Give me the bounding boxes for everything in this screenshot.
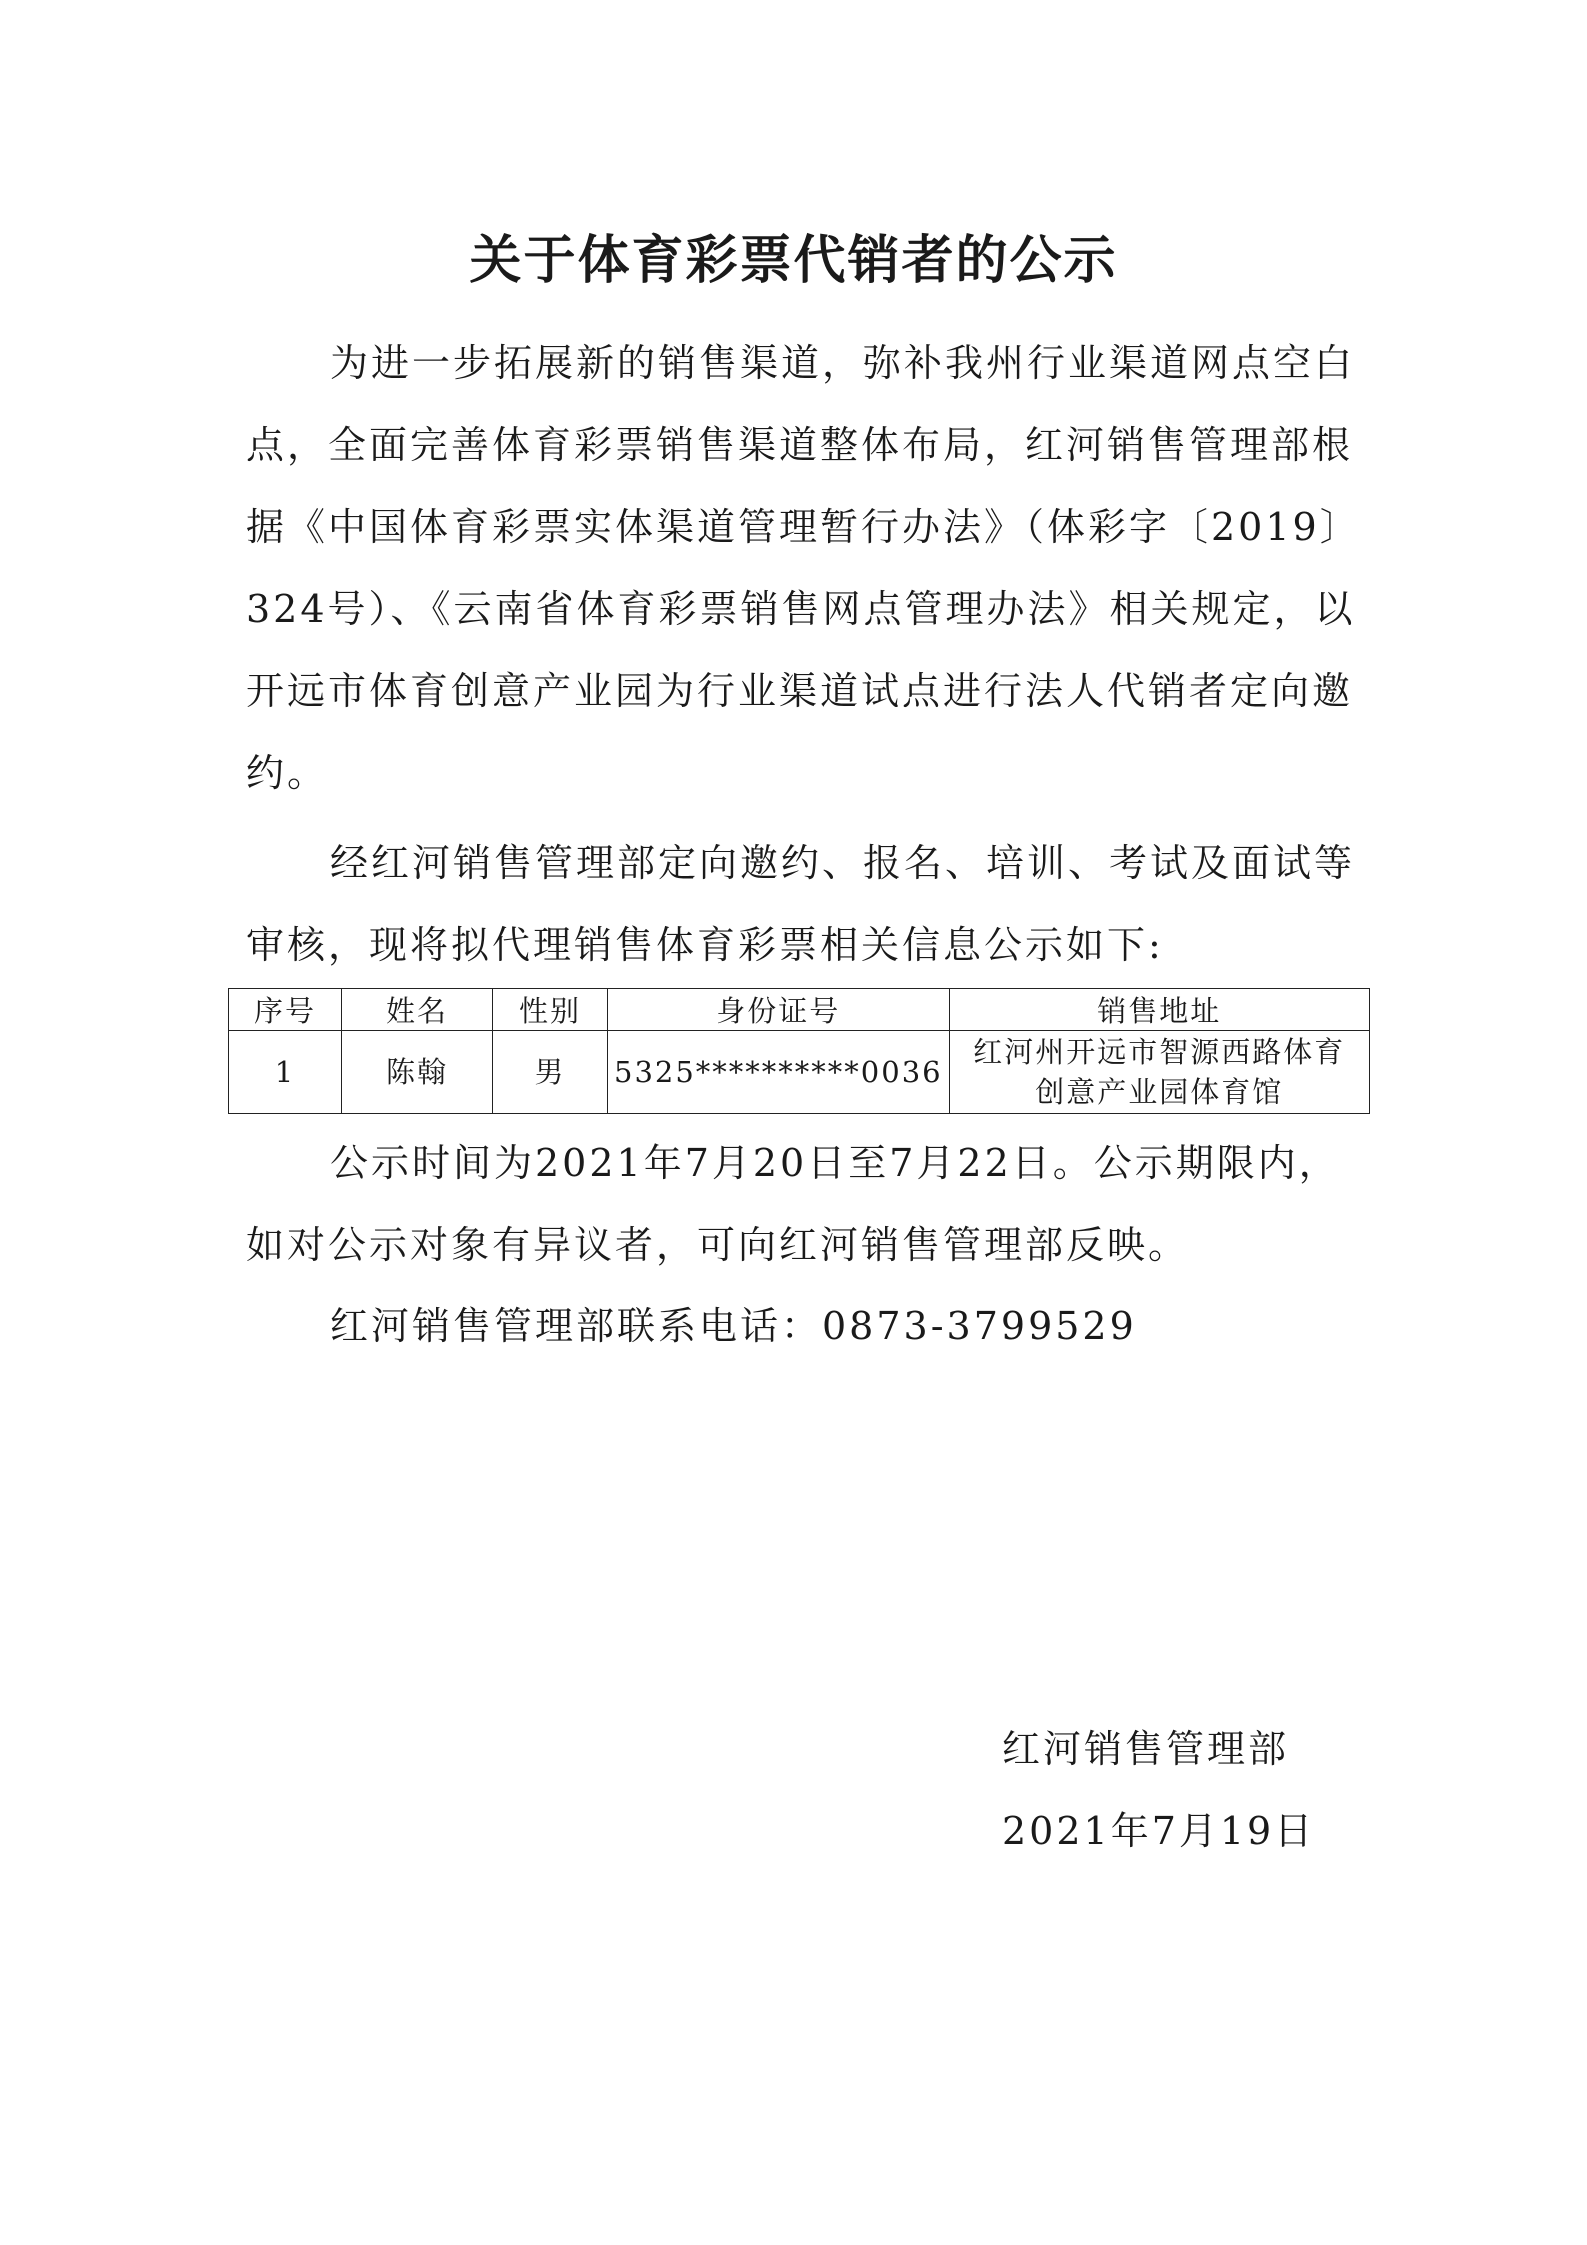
table-row: [229, 1031, 1370, 1114]
signature-org: 红河销售管理部: [1002, 1727, 1290, 1771]
contact-paragraph: 红河销售管理部联系电话：0873-3799529: [330, 1304, 1137, 1348]
cell-sex: 男: [493, 1031, 608, 1114]
table-header-row: [229, 989, 1370, 1031]
candidate-table: [228, 988, 1370, 1114]
review-paragraph: 经红河销售管理部定向邀约、报名、培训、考试及面试等审核，现将拟代理销售体育彩票相关信息公示如下:: [246, 841, 1356, 967]
document-title: 关于体育彩票代销者的公示: [469, 231, 1118, 291]
cell-name: 陈翰: [342, 1031, 493, 1114]
cell-id: 5325**********0036: [608, 1031, 950, 1114]
cell-address: 红河州开远市智源西路体育创意产业园体育馆: [949, 1031, 1369, 1114]
header-name: 姓名: [342, 989, 493, 1031]
header-address: 销售地址: [949, 989, 1369, 1031]
intro-paragraph: 为进一步拓展新的销售渠道，弥补我州行业渠道网点空白点，全面完善体育彩票销售渠道整体布局，红河销售管理部根据《中国体育彩票实体渠道管理暂行办法》（体彩字〔2019〕324号）、《云南省体育彩票销售网点管理办法》相关规定，以开远市体育创意产业园为行业渠道试点进行法人代销者定向邀约。: [246, 341, 1356, 795]
header-no: 序号: [229, 989, 342, 1031]
cell-no: 1: [229, 1031, 342, 1114]
notice-period-paragraph: 公示时间为2021年7月20日至7月22日。公示期限内，如对公示对象有异议者，可向红河销售管理部反映。: [246, 1141, 1340, 1267]
signature-date: 2021年7月19日: [1002, 1809, 1316, 1853]
header-id: 身份证号: [608, 989, 950, 1031]
header-sex: 性别: [493, 989, 608, 1031]
